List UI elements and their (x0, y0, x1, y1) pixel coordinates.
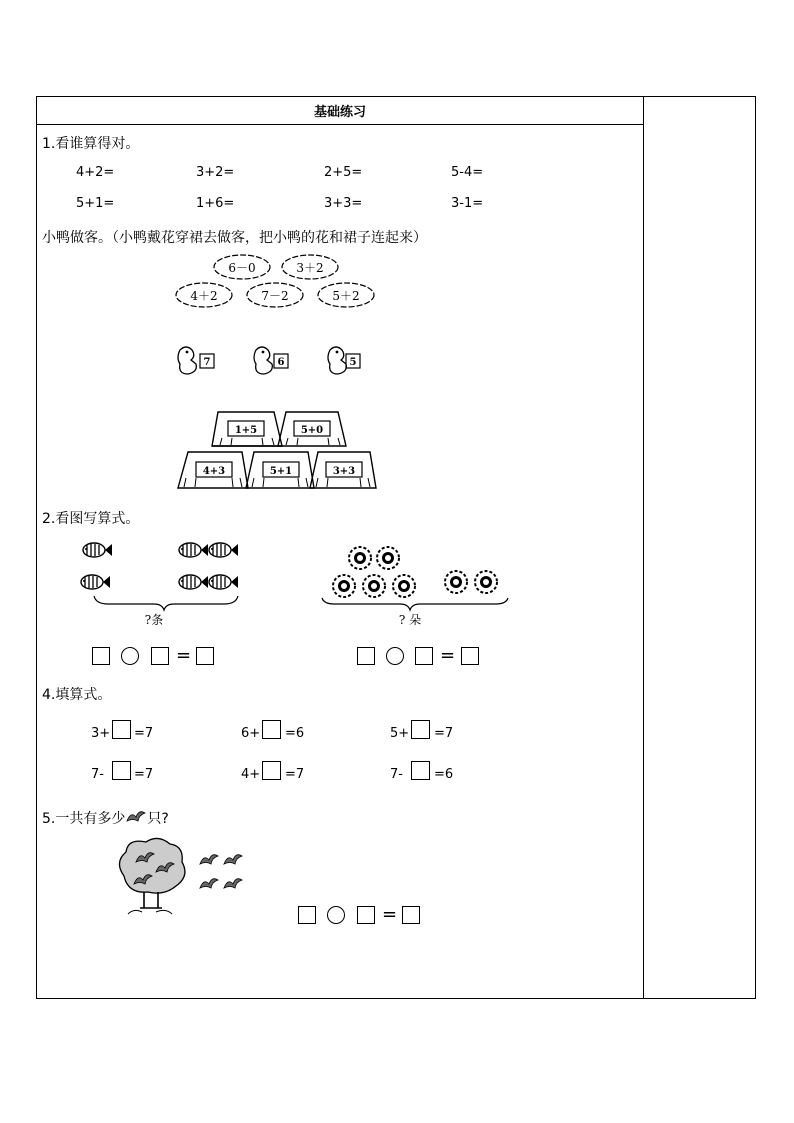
skirt-label: 1+5 (234, 425, 258, 436)
flower-label: 7－2 (261, 289, 289, 303)
fill-suffix: =7 (434, 726, 454, 741)
fill-prefix: 7- (390, 767, 403, 782)
flower-group (170, 250, 390, 320)
skirt-4[interactable] (246, 452, 314, 488)
q1-expr: 3+2= (196, 165, 235, 180)
tree-birds-picture (114, 836, 254, 922)
duck-heading: 小鸭做客。（小鸭戴花穿裙去做客，把小鸭的花和裙子连起来） (42, 230, 427, 246)
q1-expr: 5+1= (76, 196, 115, 211)
flower-label: 5＋2 (332, 289, 360, 303)
duck-group (174, 342, 374, 378)
fill-box[interactable] (411, 720, 430, 739)
fish-picture (74, 538, 250, 628)
fill-box[interactable] (411, 761, 430, 780)
answer-box[interactable] (415, 647, 433, 665)
fill-prefix: 6+ (241, 726, 261, 741)
operator-circle[interactable] (327, 906, 345, 924)
duck-number: 5 (349, 357, 357, 368)
fill-box[interactable] (262, 720, 281, 739)
skirt-label: 4+3 (202, 466, 226, 477)
q5-heading-pre: 5.一共有多少 (42, 811, 126, 827)
sheet-title: 基础练习 (313, 105, 366, 120)
answer-box[interactable] (402, 906, 420, 924)
q5-heading-post: 只? (147, 811, 169, 827)
answer-box[interactable] (298, 906, 316, 924)
equals-sign: = (382, 904, 398, 925)
duck-1[interactable] (178, 347, 214, 374)
q1-heading: 1.看谁算得对。 (42, 136, 140, 152)
answer-box[interactable] (151, 647, 169, 665)
flower-3[interactable] (176, 283, 232, 307)
flower-1[interactable] (214, 255, 270, 279)
skirt-label: 5+0 (300, 425, 324, 436)
fill-suffix: =7 (285, 767, 305, 782)
q1-expr: 2+5= (324, 165, 363, 180)
skirt-5[interactable] (310, 452, 376, 488)
q1-expr: 4+2= (76, 165, 115, 180)
fill-box[interactable] (112, 761, 131, 780)
flower-label: 4＋2 (190, 289, 218, 303)
answer-box[interactable] (357, 906, 375, 924)
fill-box[interactable] (262, 761, 281, 780)
skirt-label: 5+1 (269, 466, 293, 477)
skirt-label: 3+3 (332, 466, 356, 477)
q5-heading (42, 808, 169, 828)
fish-count-label: ?条 (144, 613, 164, 627)
fill-prefix: 7- (91, 767, 104, 782)
fill-prefix: 3+ (91, 726, 111, 741)
operator-circle[interactable] (386, 647, 404, 665)
answer-box[interactable] (196, 647, 214, 665)
flower-4[interactable] (247, 283, 303, 307)
answer-box[interactable] (461, 647, 479, 665)
q1-expr: 3+3= (324, 196, 363, 211)
title-divider (37, 124, 643, 125)
fill-suffix: =6 (434, 767, 454, 782)
q1-expr: 5-4= (451, 165, 484, 180)
q2-heading: 2.看图写算式。 (42, 511, 140, 527)
sunflower-picture (318, 542, 514, 628)
skirt-group (174, 408, 378, 492)
answer-box[interactable] (92, 647, 110, 665)
duck-number: 7 (203, 357, 211, 368)
bird-icon (125, 809, 147, 825)
flower-label: 6－0 (228, 261, 256, 275)
flower-label: 3＋2 (296, 261, 324, 275)
flower-2[interactable] (282, 255, 338, 279)
fill-box[interactable] (112, 720, 131, 739)
operator-circle[interactable] (121, 647, 139, 665)
duck-number: 6 (277, 357, 285, 368)
duck-2[interactable] (254, 347, 288, 374)
skirt-3[interactable] (178, 452, 248, 488)
q4-heading: 4.填算式。 (42, 687, 112, 703)
q1-expr: 3-1= (451, 196, 484, 211)
fill-prefix: 4+ (241, 767, 261, 782)
fill-suffix: =7 (134, 726, 154, 741)
q1-expr: 1+6= (196, 196, 235, 211)
equals-sign: = (440, 645, 456, 666)
answer-box[interactable] (357, 647, 375, 665)
flower-count-label: ? 朵 (398, 613, 422, 627)
fill-suffix: =7 (134, 767, 154, 782)
duck-3[interactable] (328, 347, 360, 374)
right-column-divider (643, 97, 644, 998)
skirt-1[interactable] (212, 412, 282, 446)
flower-5[interactable] (318, 283, 374, 307)
equals-sign: = (176, 645, 192, 666)
fill-prefix: 5+ (390, 726, 410, 741)
fill-suffix: =6 (285, 726, 305, 741)
skirt-2[interactable] (278, 412, 346, 446)
